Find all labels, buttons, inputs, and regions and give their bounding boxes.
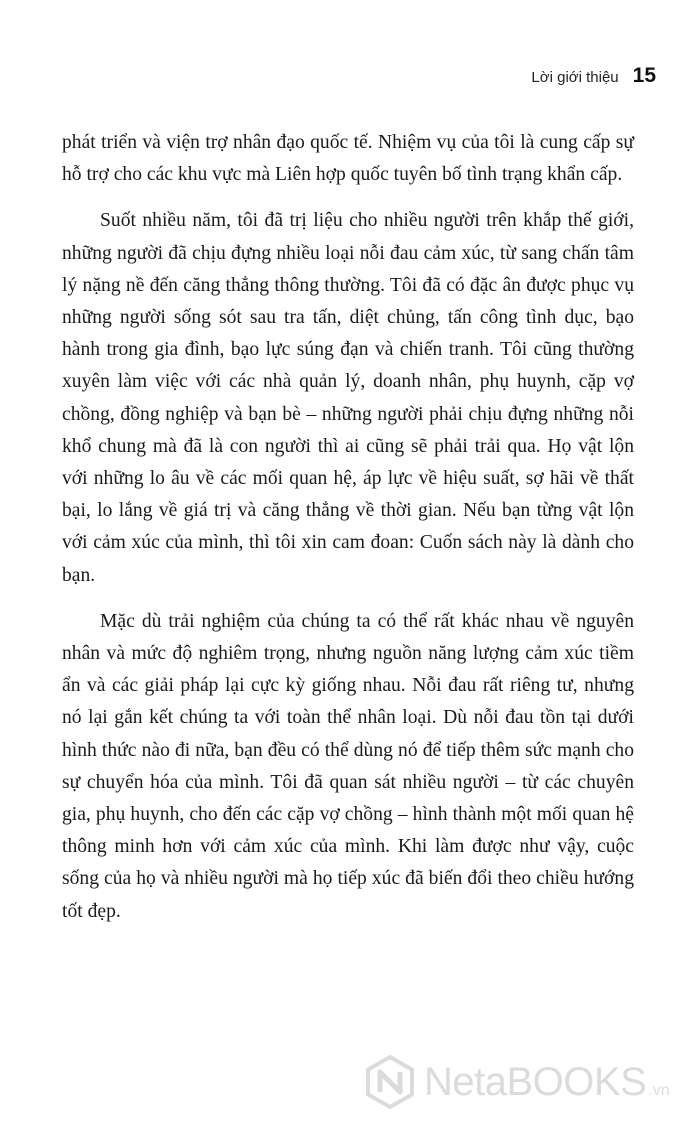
watermark: [362, 1054, 670, 1110]
netabooks-logo-icon: [362, 1054, 418, 1110]
section-title: Lời giới thiệu: [531, 69, 619, 86]
body-text: [62, 127, 634, 942]
paragraph-3: Mặc dù trải nghiệm của chúng ta có thể rất khác nhau về nguyên nhân và mức độ nghiêm trọng, nhưng nguồn năng lượng cảm xúc tiềm ẩn và các giải pháp lại cực kỳ giống nhau. Nỗi đau rất riêng tư, nhưng nó lại gắn kết chúng ta với toàn thể nhân loại. Dù nỗi đau tồn tại dưới hình thức nào đi nữa, bạn đều có thể dùng nó để tiếp thêm sức mạnh cho sự chuyển hóa của mình. Tôi đã quan sát nhiều người – từ các chuyên gia, phụ huynh, cho đến các cặp vợ chồng – hình thành một mối quan hệ thông minh hơn với cảm xúc của mình. Khi làm được như vậy, cuộc sống của họ và nhiều người mà họ tiếp xúc đã biến đổi theo chiều hướng tốt đẹp.: [62, 610, 634, 922]
watermark-text: NetaBOOKS: [424, 1059, 647, 1104]
paragraph-2: Suốt nhiều năm, tôi đã trị liệu cho nhiều người trên khắp thế giới, những người đã chịu đựng nhiều loại nỗi đau cảm xúc, từ sang chấn tâm lý nặng nề đến căng thẳng thông thường. Tôi đã có đặc ân được phục vụ những người sống sót sau tra tấn, diệt chủng, tấn công tình dục, bạo hành trong gia đình, bạo lực súng đạn và chiến tranh. Tôi cũng thường xuyên làm việc với các nhà quản lý, doanh nhân, phụ huynh, cặp vợ chồng, đồng nghiệp và bạn bè – những người phải chịu đựng những nỗi khổ chung mà đã là con người thì ai cũng sẽ phải trải qua. Họ vật lộn với những lo âu về các mối quan hệ, áp lực về hiệu suất, sợ hãi về thất bại, lo lắng về giá trị và căng thẳng về thời gian. Nếu bạn từng vật lộn với cảm xúc của mình, thì tôi xin cam đoan: Cuốn sách này là dành cho bạn.: [62, 210, 634, 586]
page-number: 15: [632, 64, 656, 87]
watermark-suffix: .vn: [648, 1082, 670, 1099]
paragraph-1: phát triển và viện trợ nhân đạo quốc tế. Nhiệm vụ của tôi là cung cấp sự hỗ trợ cho các khu vực mà Liên hợp quốc tuyên bố tình trạng khẩn cấp.: [62, 132, 634, 186]
running-header: [531, 64, 656, 88]
